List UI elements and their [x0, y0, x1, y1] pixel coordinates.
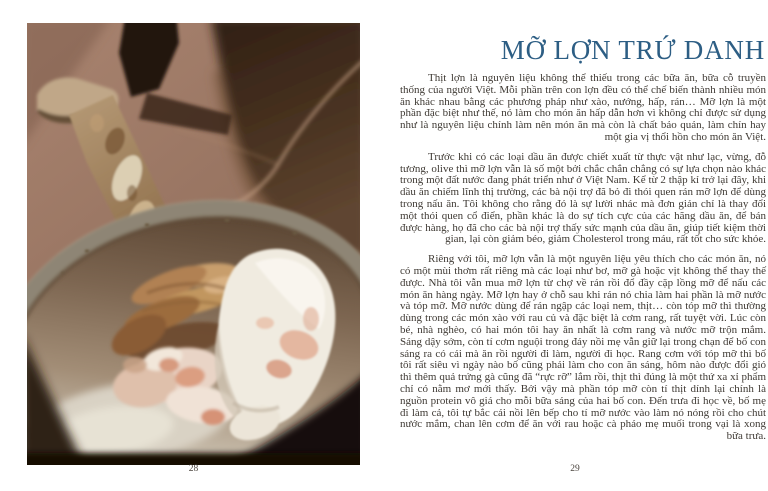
paragraph-3: Riêng với tôi, mỡ lợn vẫn là một nguyên liệu yêu thích cho các món ăn, nó có một mùi thơm rất riêng mà các loại như bơ, mỡ gà hoặc vịt không thể thay thế được. Nhà tôi vẫn mua mỡ lợn từ chợ về rán rồi đổ đầy cặp lồng mỡ để nấu các món ăn hàng ngày. Mỡ lợn hay ở chỗ sau khi rán nó chia làm hai phần là mỡ nước và tóp mỡ. Mỡ nước dùng để rán ngập các loại nem, thịt… còn tóp mỡ thì thường dùng trong các món xào với rau củ và đặc biệt là cơm rang, rất tuyệt vời. Lúc còn bé, nhà nghèo, có hai món tôi hay ăn nhất là cơm rang và nước mỡ trộn mắm. Sáng dậy sớm, còn tí cơm nguội trong đáy nồi mẹ vẫn giữ lại trong chạn để bố con sáng ra có cái mà ăn rồi người đi làm, người đi học. Rang cơm với tóp mỡ thì bố tôi rất siêu vì ngày nào bố cũng phải làm cho con ăn sáng, hôm nào được đổi gió thì thêm quả trứng gà cũng đã “rực rỡ” lắm rồi, thịt thì đúng là một thứ xa xỉ phẩm chỉ có nằm mơ mới thấy. Bởi vậy mà phần tóp mỡ còn tí thịt dính lại chính là nguồn protein vô giá cho mỗi bữa sáng của hai bố con. Đến trưa đi học về, bố mẹ đi làm cả, tôi tự bắc cái nồi lên bếp cho tí mỡ nước vào làm nó nóng rồi cho chút nước mắm, chan lên cơm để ăn với rau hoặc cà pháo mẹ muối trong vại là xong bữa trưa.: [400, 253, 766, 443]
paragraph-2: Trước khi có các loại dầu ăn được chiết xuất từ thực vật như lạc, vừng, đỗ tương, olive thì mỡ lợn vẫn là số một bởi chắc chắn chẳng có sự lựa chọn nào khác trong một đất nước đang phát triển như ở Việt Nam. Kể từ 2 thập kỉ trở lại đây, khi dầu ăn chiếm lĩnh thị trường, các bà nội trợ đã bỏ đi thói quen rán mỡ lợn để dùng trong nấu ăn. Tôi không cho rằng đó là sự lười nhác mà đơn giản chỉ là thay đổi một thói quen cổ điển, phần khác là do sự tích cực của các hãng dầu ăn, để bán được hàng, họ đã cho các bà nội trợ thấy sức mạnh của dầu ăn, giúp tiết kiệm thời gian, lại còn giảm béo, giảm Cholesterol trong máu, rất tốt cho sức khỏe.: [400, 150, 766, 246]
chapter-body: [400, 73, 766, 451]
left-page-photo: [27, 23, 360, 465]
chapter-title: MỠ LỢN TRỨ DANH: [500, 35, 765, 66]
page-number-right: 29: [570, 464, 580, 474]
paragraph-1: Thịt lợn là nguyên liệu không thể thiếu trong các bữa ăn, bữa cỗ truyền thống của người Việt. Mỗi phần trên con lợn đều có thể chế biến thành nhiều món ăn khác nhau bằng các phương pháp như xào, nướng, hấp, rán… Mỡ lợn là một phần đặc biệt như thế, nó làm cho món ăn hấp dẫn hơn vì không chỉ được sử dụng như là nguyên liệu chính làm nên món ăn mà còn là chất bảo quản, làm chín hay một gia vị thổi hồn cho món ăn Việt.: [400, 72, 766, 143]
pork-fat-photo-illustration: [27, 23, 360, 465]
page-number-left: 28: [188, 464, 199, 474]
